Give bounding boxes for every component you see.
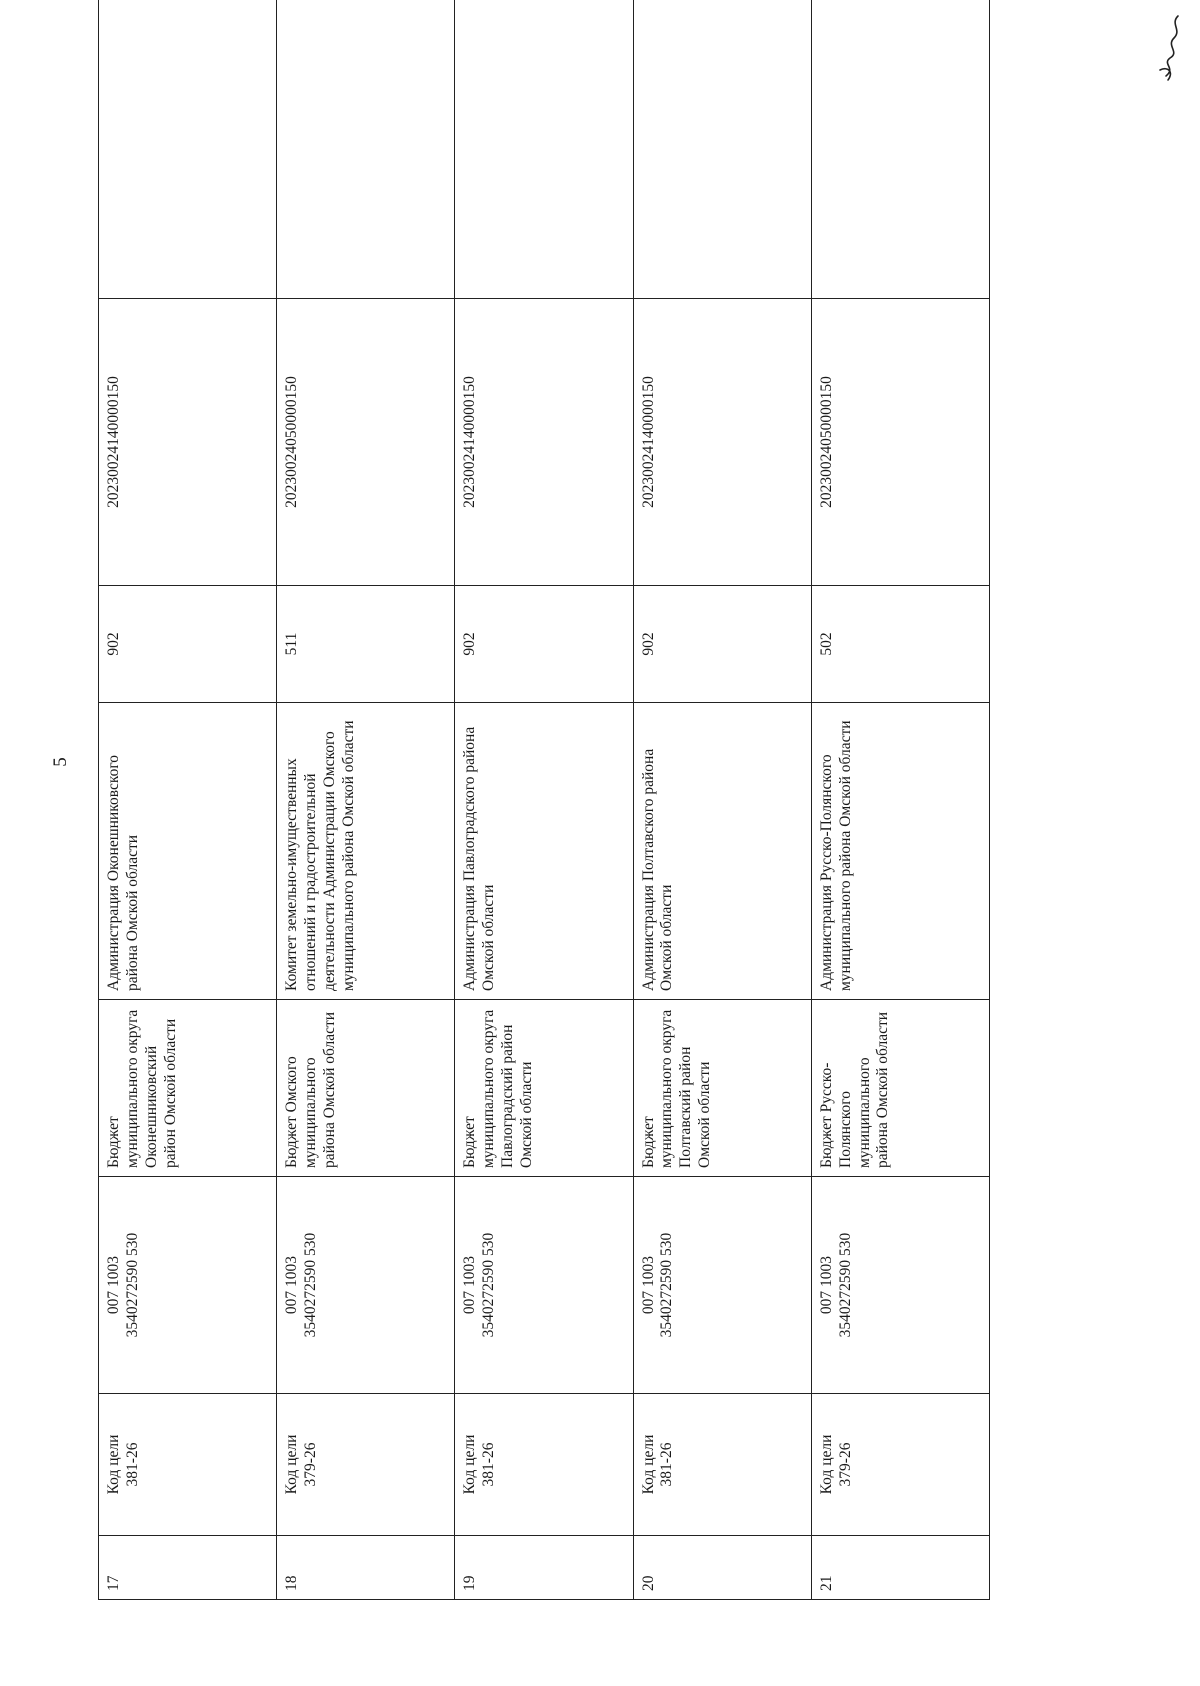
income-code: 20230024140000150 (633, 299, 811, 586)
target-code-value: 381-26 (480, 1442, 498, 1487)
kbk-cell (633, 1177, 811, 1394)
grbs-code: 902 (99, 586, 277, 703)
target-code-label: Код цели (817, 1434, 835, 1495)
row-number: 17 (99, 1536, 277, 1600)
grbs-code: 511 (277, 586, 455, 703)
kbk-line-1: 007 1003 (105, 1255, 122, 1315)
kbk-line-1: 007 1003 (817, 1255, 835, 1315)
administrator-name: Администрация Полтавского района Омской области (633, 703, 811, 1000)
kbk-cell (99, 1177, 277, 1394)
administrator-name: Комитет земельно-имущественных отношений и градостроительной деятельности Администрации Омского муниципального района Омской области (277, 703, 455, 1000)
empty-cell (455, 0, 633, 299)
page-number: 5 (50, 757, 71, 767)
kbk-line-2: 3540272590 530 (658, 1232, 676, 1338)
empty-cell (277, 0, 455, 299)
kbk-line-2: 3540272590 530 (836, 1232, 854, 1338)
empty-cell (99, 0, 277, 299)
row-number: 20 (633, 1536, 811, 1600)
budget-name: Бюджет муниципального округа Полтавский район Омской области (633, 1000, 811, 1177)
rotated-table-container (98, 0, 990, 1600)
kbk-cell (277, 1177, 455, 1394)
target-code-cell (99, 1394, 277, 1536)
kbk-line-1: 007 1003 (283, 1255, 301, 1315)
target-code-cell (455, 1394, 633, 1536)
target-code-value: 381-26 (123, 1442, 141, 1487)
budget-name: Бюджет Русско-Полянского муниципального района Омской области (811, 1000, 989, 1177)
table-row (455, 0, 633, 1600)
target-code-cell (277, 1394, 455, 1536)
grbs-code: 902 (633, 586, 811, 703)
target-code-label: Код цели (283, 1434, 301, 1495)
target-code-value: 379-26 (836, 1442, 854, 1487)
table-row (277, 0, 455, 1600)
distribution-table (98, 0, 990, 1600)
kbk-line-1: 007 1003 (461, 1255, 479, 1315)
income-code: 20230024050000150 (277, 299, 455, 586)
income-code: 20230024140000150 (455, 299, 633, 586)
row-number: 19 (455, 1536, 633, 1600)
target-code-label: Код цели (639, 1434, 657, 1495)
budget-name: Бюджет муниципального округа Павлоградский район Омской области (455, 1000, 633, 1177)
target-code-cell (811, 1394, 989, 1536)
kbk-line-1: 007 1003 (639, 1255, 657, 1315)
row-number: 18 (277, 1536, 455, 1600)
target-code-label: Код цели (105, 1434, 122, 1495)
income-code: 20230024140000150 (99, 299, 277, 586)
table-row (99, 0, 277, 1600)
kbk-line-2: 3540272590 530 (302, 1232, 320, 1338)
kbk-line-2: 3540272590 530 (123, 1232, 141, 1338)
administrator-name: Администрация Русско-Полянского муниципального района Омской области (811, 703, 989, 1000)
grbs-code: 902 (455, 586, 633, 703)
grbs-code: 502 (811, 586, 989, 703)
target-code-label: Код цели (461, 1434, 479, 1495)
administrator-name: Администрация Павлоградского района Омской области (455, 703, 633, 1000)
target-code-cell (633, 1394, 811, 1536)
table-row (633, 0, 811, 1600)
administrator-name: Администрация Оконешниковского района Омской области (99, 703, 277, 1000)
target-code-value: 379-26 (302, 1442, 320, 1487)
budget-name: Бюджет муниципального округа Оконешниковский район Омской области (99, 1000, 277, 1177)
budget-name: Бюджет Омского муниципального района Омской области (277, 1000, 455, 1177)
kbk-cell (455, 1177, 633, 1394)
empty-cell (633, 0, 811, 299)
table-row (811, 0, 989, 1600)
kbk-cell (811, 1177, 989, 1394)
handwritten-signature (1130, 10, 1190, 90)
target-code-value: 381-26 (658, 1442, 676, 1487)
row-number: 21 (811, 1536, 989, 1600)
income-code: 20230024050000150 (811, 299, 989, 586)
kbk-line-2: 3540272590 530 (480, 1232, 498, 1338)
empty-cell (811, 0, 989, 299)
